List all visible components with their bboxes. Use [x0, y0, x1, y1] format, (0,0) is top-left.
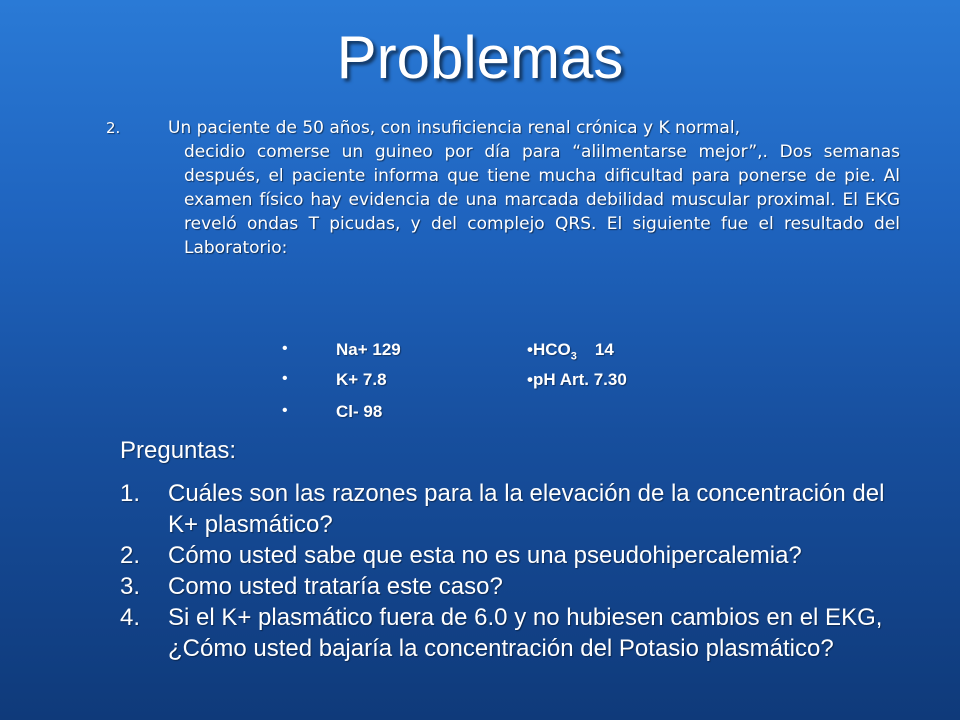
question-number: 2.: [120, 542, 141, 569]
lab-bicarbonate-subscript: 3: [570, 350, 577, 363]
questions-heading: Preguntas:: [120, 437, 237, 464]
lab-bicarbonate-value: 14: [594, 340, 614, 359]
lab-sodium: Na+ 129: [336, 340, 401, 359]
problem-number: 2.: [106, 119, 121, 137]
question-number: 4.: [120, 604, 141, 631]
lab-ph: [527, 370, 627, 390]
question-number: 1.: [120, 480, 141, 507]
bullet-icon: •: [282, 402, 288, 419]
question-text: Cuáles son las razones para la la elevación de la concentración del K+ plasmático?: [168, 480, 885, 538]
question-text: Como usted trataría este caso?: [168, 573, 503, 600]
lab-potassium: K+ 7.8: [336, 370, 387, 389]
question-item: [120, 571, 900, 602]
question-item: [120, 540, 900, 571]
question-text: Cómo usted sabe que esta no es una pseudohipercalemia?: [168, 542, 802, 569]
questions-list: [120, 478, 900, 664]
lab-bicarbonate: [527, 340, 614, 366]
bullet-icon: •: [527, 370, 533, 389]
question-item: [120, 602, 900, 664]
lab-chloride: Cl- 98: [336, 402, 383, 421]
question-text: Si el K+ plasmático fuera de 6.0 y no hubiesen cambios en el EKG, ¿Cómo usted bajaría la concentración del Potasio plasmático?: [168, 604, 883, 662]
problem-first-line: Un paciente de 50 años, con insuficiencia renal crónica y K normal,: [168, 118, 740, 138]
lab-bicarbonate-name: HCO: [532, 340, 571, 359]
bullet-icon: •: [282, 370, 288, 387]
problem-body: decidio comerse un guineo por día para “alilmentarse mejor”,. Dos semanas después, el paciente informa que tiene mucha dificultad para ponerse de pie. Al examen físico hay evidencia de una marcada debilidad muscular proximal. El EKG reveló ondas T picudas, y del complejo QRS. El siguiente fue el resultado del Laboratorio:: [184, 142, 900, 258]
question-number: 3.: [120, 573, 141, 600]
lab-ph-value: pH Art. 7.30: [532, 370, 627, 389]
question-item: [120, 478, 900, 540]
slide-title: Problemas: [336, 24, 624, 91]
problem-statement: [106, 116, 900, 260]
bullet-icon: •: [527, 340, 533, 359]
bullet-icon: •: [282, 340, 288, 357]
